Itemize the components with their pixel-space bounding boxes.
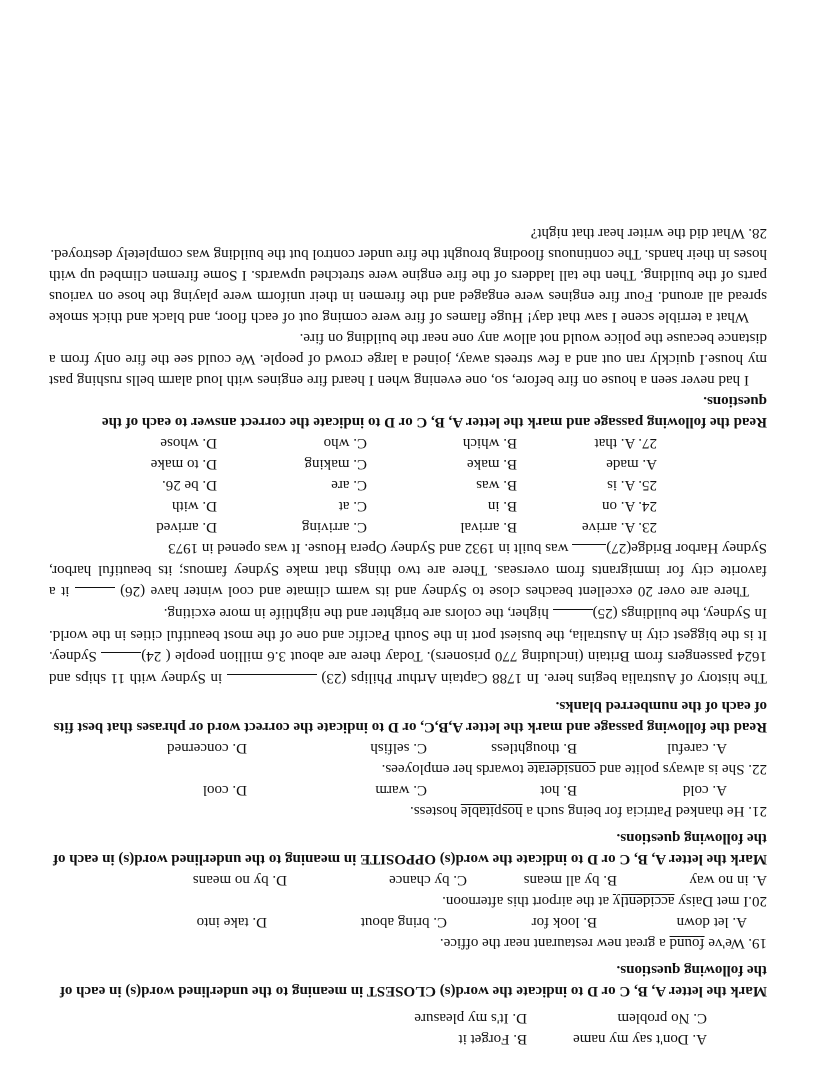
- option[interactable]: B. thoughtless: [491, 740, 577, 756]
- question-22: 22. She is always polite and considerate towards her employees.: [381, 761, 767, 777]
- q18-options-row-1: [49, 1028, 707, 1049]
- option[interactable]: C. who: [323, 435, 367, 451]
- q22-options: [49, 737, 767, 758]
- option[interactable]: 25. A. is: [606, 477, 657, 493]
- question-20: 20.I met Daisy accidently at the airport this afternoon.: [442, 893, 767, 909]
- question-28: 28. What did the writer hear that night?: [530, 225, 767, 241]
- option[interactable]: B. was: [476, 477, 517, 493]
- reading-paragraph-1: I had never seen a house on fire before, so, one evening when I heard fire engines with loud alarm bells rushing past my house.I quickly ran out and a few streets away, joined a large crowd of people. We could see the fire only from a distance because the police would not allow any one near the building on fire.: [49, 330, 767, 388]
- q26-options: [49, 453, 657, 474]
- option[interactable]: A. in no way: [689, 872, 767, 888]
- cloze-paragraph-2: There are over 20 excellent beaches close to Sydney and its warm climate and cool winter have (26) it a favorite city for immigrants from overseas. There are two things that make Sydney famous; its beautiful harbor, Sydney Harbor Bridge(27) was built in 1932 and Sydney Opera House. It was opened in 1973: [49, 537, 767, 602]
- option[interactable]: C. by chance: [389, 872, 467, 888]
- option[interactable]: D. arrived: [156, 519, 217, 535]
- option[interactable]: A. made: [606, 456, 657, 472]
- q27-options: [49, 432, 657, 453]
- q20-options: [49, 869, 767, 890]
- option[interactable]: C. arriving: [302, 519, 367, 535]
- section-header-closest: Mark the letter A, B, C or D to indicate the word(s) CLOSEST in meaning to the underlined word(s) in each of the following questions.: [59, 962, 767, 999]
- option[interactable]: D. cool: [202, 782, 247, 798]
- option[interactable]: A. let down: [676, 914, 747, 930]
- option[interactable]: B. hot: [540, 782, 577, 798]
- blank-25: [553, 609, 593, 624]
- option[interactable]: B. Forget it: [458, 1031, 527, 1047]
- reading-paragraph-2: What a terrible scene I saw that day! Huge flames of fire were coming out of each floor, and black and thick smoke spread all around. Four fire engines were engaged and the firemen in their uniform were playing the hose on various parts of the building. Then the tall ladders of the fire engine were stretched upwards. I Some firemen climbed up with hoses in their hands. The continuous flooding brought the fire under control but the building was completely destroyed.: [49, 246, 767, 325]
- option[interactable]: C. warm: [375, 782, 427, 798]
- option[interactable]: D. to make: [150, 456, 217, 472]
- option[interactable]: C. making: [304, 456, 367, 472]
- option[interactable]: D. concerned: [167, 740, 247, 756]
- option[interactable]: 24. A. on: [601, 498, 657, 514]
- option[interactable]: C. bring about: [360, 914, 447, 930]
- q19-options: [49, 911, 767, 932]
- page-content: [49, 222, 767, 1049]
- cloze-paragraph-1: The history of Australia begins here. In 1788 Captain Arthur Philips (23) in Sydney with 11 ships and 1624 passengers from Britain (including 770 prisoners). Today there are about 3.6 million people ( 24) Sydney. It is the biggest city in Australia, the busiest port in the South Pacific and one of the most beautiful cities in the world. In Sydney, the buildings (25) higher, the colors are brighter and the nightlife in more exciting.: [49, 602, 767, 689]
- option[interactable]: 23. A. arrive: [582, 519, 657, 535]
- option[interactable]: D. whose: [160, 435, 217, 451]
- option[interactable]: B. make: [467, 456, 517, 472]
- option[interactable]: B. look for: [531, 914, 597, 930]
- option[interactable]: D. take into: [196, 914, 267, 930]
- option[interactable]: 27. A. that: [594, 435, 657, 451]
- option[interactable]: D. with: [172, 498, 217, 514]
- option[interactable]: B. in: [487, 498, 517, 514]
- section-header-cloze: Read the following passage and mark the letter A,B,C, or D to indicate the correct word or phrases that best fits of each of the numberred blanks.: [53, 698, 767, 735]
- option[interactable]: B. which: [462, 435, 517, 451]
- blank-27: [572, 544, 606, 559]
- option[interactable]: B. arrival: [460, 519, 517, 535]
- question-19: 19. We've found a great new restaurant near the office.: [439, 935, 767, 951]
- q18-options-row-2: [49, 1007, 707, 1028]
- option[interactable]: D. It's my pleasure: [414, 1010, 527, 1026]
- option[interactable]: A. careful: [667, 740, 727, 756]
- blank-23: [227, 674, 317, 689]
- q23-options: [49, 516, 657, 537]
- option[interactable]: A. Don't say my name: [573, 1031, 707, 1047]
- option[interactable]: A. cold: [682, 782, 727, 798]
- option[interactable]: C. No problem: [617, 1010, 707, 1026]
- blank-24: [101, 652, 141, 667]
- option[interactable]: D. by no means: [192, 872, 287, 888]
- q24-options: [49, 495, 657, 516]
- option[interactable]: B. by all means: [523, 872, 617, 888]
- question-21: 21. He thanked Patricia for being such a hospitable hostess.: [409, 803, 767, 819]
- option[interactable]: C. selfish: [370, 740, 427, 756]
- section-header-opposite: Mark the letter A, B, C or D to indicate the word(s) OPPOSITE in meaning to the underlined word(s) in each of the following questions.: [52, 830, 767, 867]
- option[interactable]: C. at: [338, 498, 367, 514]
- option[interactable]: C. are: [331, 477, 367, 493]
- q21-options: [49, 779, 767, 800]
- blank-26: [75, 587, 115, 602]
- q25-options: [49, 474, 657, 495]
- section-header-reading: Read the following passage and mark the letter A, B, C or D to indicate the correct answer to each of the questions.: [101, 393, 767, 430]
- option[interactable]: D. be 26.: [162, 477, 217, 493]
